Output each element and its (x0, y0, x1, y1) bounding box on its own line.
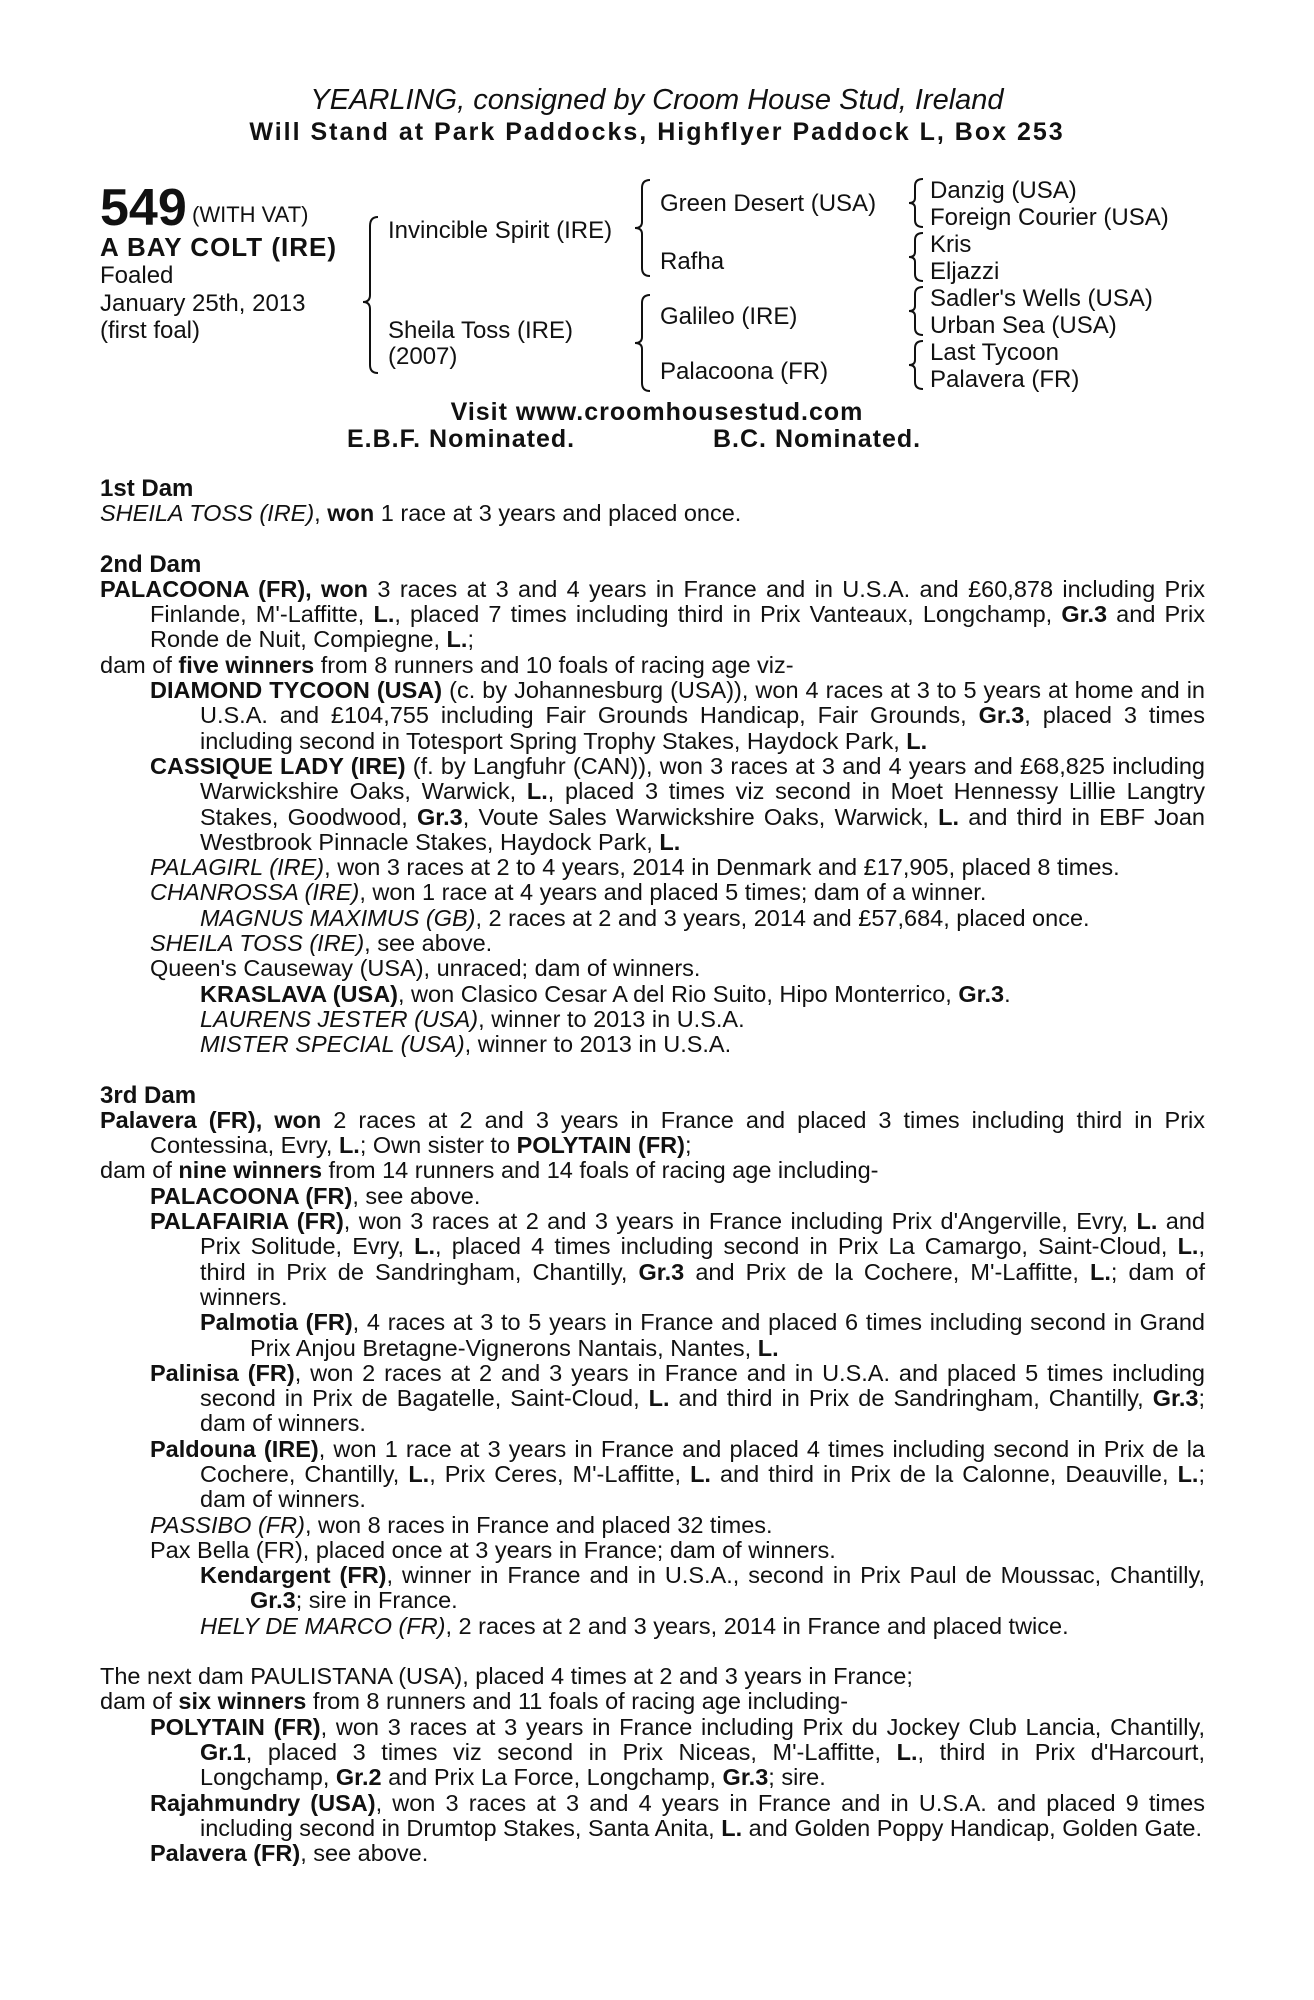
first-dam-text: SHEILA TOSS (IRE), won 1 race at 3 years and placed once. (100, 500, 742, 527)
ebf-nominated: E.B.F. Nominated. (347, 425, 576, 453)
next-dam-produce: dam of six winners from 8 runners and 11 foals of racing age including- (100, 1688, 849, 1715)
third-dam-text: Palavera (FR), won 2 races at 2 and 3 years in France and placed 3 times including third in Prix Contessina, Evry, L.; Own sister to POLYTAIN (FR); (100, 1106, 1206, 1159)
dds: Last Tycoon (930, 339, 1059, 366)
foaled-label: Foaled (100, 262, 174, 289)
list-item: Paldouna (IRE), won 1 race at 3 years in France and placed 4 times including second in Prix de la Cochere, Chantilly, L., Prix Ceres, M'-Laffitte, L. and third in Prix de la Calonne, Deauville, L.; dam of winners. (150, 1435, 1205, 1513)
second-dam-produce: dam of five winners from 8 runners and 10 foals of racing age viz- (100, 651, 794, 678)
list-item: Rajahmundry (USA), won 3 races at 3 and 4 years in France and in U.S.A. and placed 9 times including second in Drumtop Stakes, Santa Anita, L. and Golden Poppy Handicap, Golden Gate. (150, 1789, 1205, 1841)
list-item: Pax Bella (FR), placed once at 3 years in France; dam of winners. (150, 1536, 836, 1563)
next-dam-text: The next dam PAULISTANA (USA), placed 4 times at 2 and 3 years in France; (100, 1663, 913, 1690)
list-item: SHEILA TOSS (IRE), see above. (150, 930, 493, 957)
second-dam-text: PALACOONA (FR), won 3 races at 3 and 4 years in France and in U.S.A. and £60,878 including Prix Finlande, M'-Laffitte, L., placed 7 times including third in Prix Vanteaux, Longchamp, Gr.3 and Prix Ronde de Nuit, Compiegne, L.; (100, 575, 1205, 653)
dam: Sheila Toss (IRE) (388, 317, 573, 344)
lot-number: 549 (100, 179, 187, 237)
list-item: MISTER SPECIAL (USA), winner to 2013 in U.S.A. (200, 1031, 732, 1058)
list-item: HELY DE MARCO (FR), 2 races at 2 and 3 years, 2014 in France and placed twice. (200, 1612, 1069, 1639)
list-item: PALAFAIRIA (FR), won 3 races at 2 and 3 years in France including Prix d'Angerville, Evry, L. and Prix Solitude, Evry, L., placed 4 times including second in Prix La Camargo, Saint-Cloud, L., third in Prix de Sandringham, Chantilly, Gr.3 and Prix de la Cochere, M'-Laffitte, L.; dam of winners. (150, 1208, 1205, 1310)
catalogue-body (100, 476, 1205, 1866)
list-item: CHANROSSA (IRE), won 1 race at 4 years and placed 5 times; dam of a winner. (150, 879, 987, 906)
dsd: Urban Sea (USA) (930, 312, 1117, 339)
foaled-date: January 25th, 2013 (100, 290, 306, 317)
dam-dam: Palacoona (FR) (660, 358, 829, 385)
first-dam-heading: 1st Dam (100, 475, 194, 502)
first-foal-note: (first foal) (100, 317, 201, 344)
list-item: Queen's Causeway (USA), unraced; dam of winners. (150, 955, 701, 982)
third-dam-produce: dam of nine winners from 14 runners and 14 foals of racing age including- (100, 1157, 879, 1184)
list-item: MAGNUS MAXIMUS (GB), 2 races at 2 and 3 years, 2014 and £57,684, placed once. (200, 904, 1090, 931)
list-item: Kendargent (FR), winner in France and in U.S.A., second in Prix Paul de Moussac, Chantilly, Gr.3; sire in France. (200, 1562, 1206, 1614)
sss: Danzig (USA) (930, 177, 1077, 204)
dam-year: (2007) (388, 343, 458, 370)
list-item: PASSIBO (FR), won 8 races in France and placed 32 times. (150, 1511, 773, 1538)
dss: Sadler's Wells (USA) (930, 285, 1153, 312)
dam-sire: Galileo (IRE) (660, 303, 798, 330)
ssd: Foreign Courier (USA) (930, 204, 1169, 231)
sdd: Eljazzi (930, 258, 1000, 285)
sds: Kris (930, 231, 972, 258)
second-dam-heading: 2nd Dam (100, 550, 202, 578)
website-link[interactable]: Visit www.croomhousestud.com (450, 398, 864, 426)
sire: Invincible Spirit (IRE) (388, 217, 613, 244)
horse-name: A BAY COLT (IRE) (100, 232, 338, 262)
list-item: DIAMOND TYCOON (USA) (c. by Johannesburg (USA)), won 4 races at 3 to 5 years at home and in U.S.A. and £104,755 including Fair Grounds Handicap, Fair Grounds, Gr.3, placed 3 times including second in Totesport Spring Trophy Stakes, Haydock Park, L. (150, 677, 1205, 754)
bc-nominated: B.C. Nominated. (713, 425, 922, 453)
consignment-line: YEARLING, consigned by Croom House Stud, Ireland (310, 84, 1004, 116)
list-item: PALAGIRL (IRE), won 3 races at 2 to 4 years, 2014 in Denmark and £17,905, placed 8 times. (150, 854, 1120, 881)
sire-sire: Green Desert (USA) (660, 190, 877, 217)
list-item: Palmotia (FR), 4 races at 3 to 5 years in France and placed 6 times including second in Grand Prix Anjou Bretagne-Vignerons Nantais, Nantes, L. (200, 1309, 1205, 1361)
list-item: POLYTAIN (FR), won 3 races at 3 years in France including Prix du Jockey Club Lancia, Chantilly, Gr.1, placed 3 times viz second in Prix Niceas, M'-Laffitte, L., third in Prix d'Harcourt, Longchamp, Gr.2 and Prix La Force, Longchamp, Gr.3; sire. (150, 1713, 1205, 1791)
list-item: PALACOONA (FR), see above. (150, 1182, 481, 1209)
list-item: Palinisa (FR), won 2 races at 2 and 3 years in France and in U.S.A. and placed 5 times including second in Prix de Bagatelle, Saint-Cloud, L. and third in Prix de Sandringham, Chantilly, Gr.3; dam of winners. (150, 1359, 1205, 1437)
sire-dam: Rafha (660, 248, 725, 275)
vat-note: (WITH VAT) (192, 202, 309, 227)
list-item: CASSIQUE LADY (IRE) (f. by Langfuhr (CAN)), won 3 races at 3 and 4 years and £68,825 including Warwickshire Oaks, Warwick, L., placed 3 times viz second in Moet Hennessy Lillie Langtry Stakes, Goodwood, Gr.3, Voute Sales Warwickshire Oaks, Warwick, L. and third in EBF Joan Westbrook Pinnacle Stakes, Haydock Park, L. (150, 752, 1205, 855)
list-item: LAURENS JESTER (USA), winner to 2013 in U.S.A. (200, 1005, 745, 1032)
stand-location: Will Stand at Park Paddocks, Highflyer Paddock L, Box 253 (249, 118, 1065, 146)
list-item: Palavera (FR), see above. (150, 1840, 429, 1867)
third-dam-heading: 3rd Dam (100, 1081, 197, 1109)
list-item: KRASLAVA (USA), won Clasico Cesar A del Rio Suito, Hipo Monterrico, Gr.3. (200, 980, 1011, 1007)
ddd: Palavera (FR) (930, 366, 1080, 393)
